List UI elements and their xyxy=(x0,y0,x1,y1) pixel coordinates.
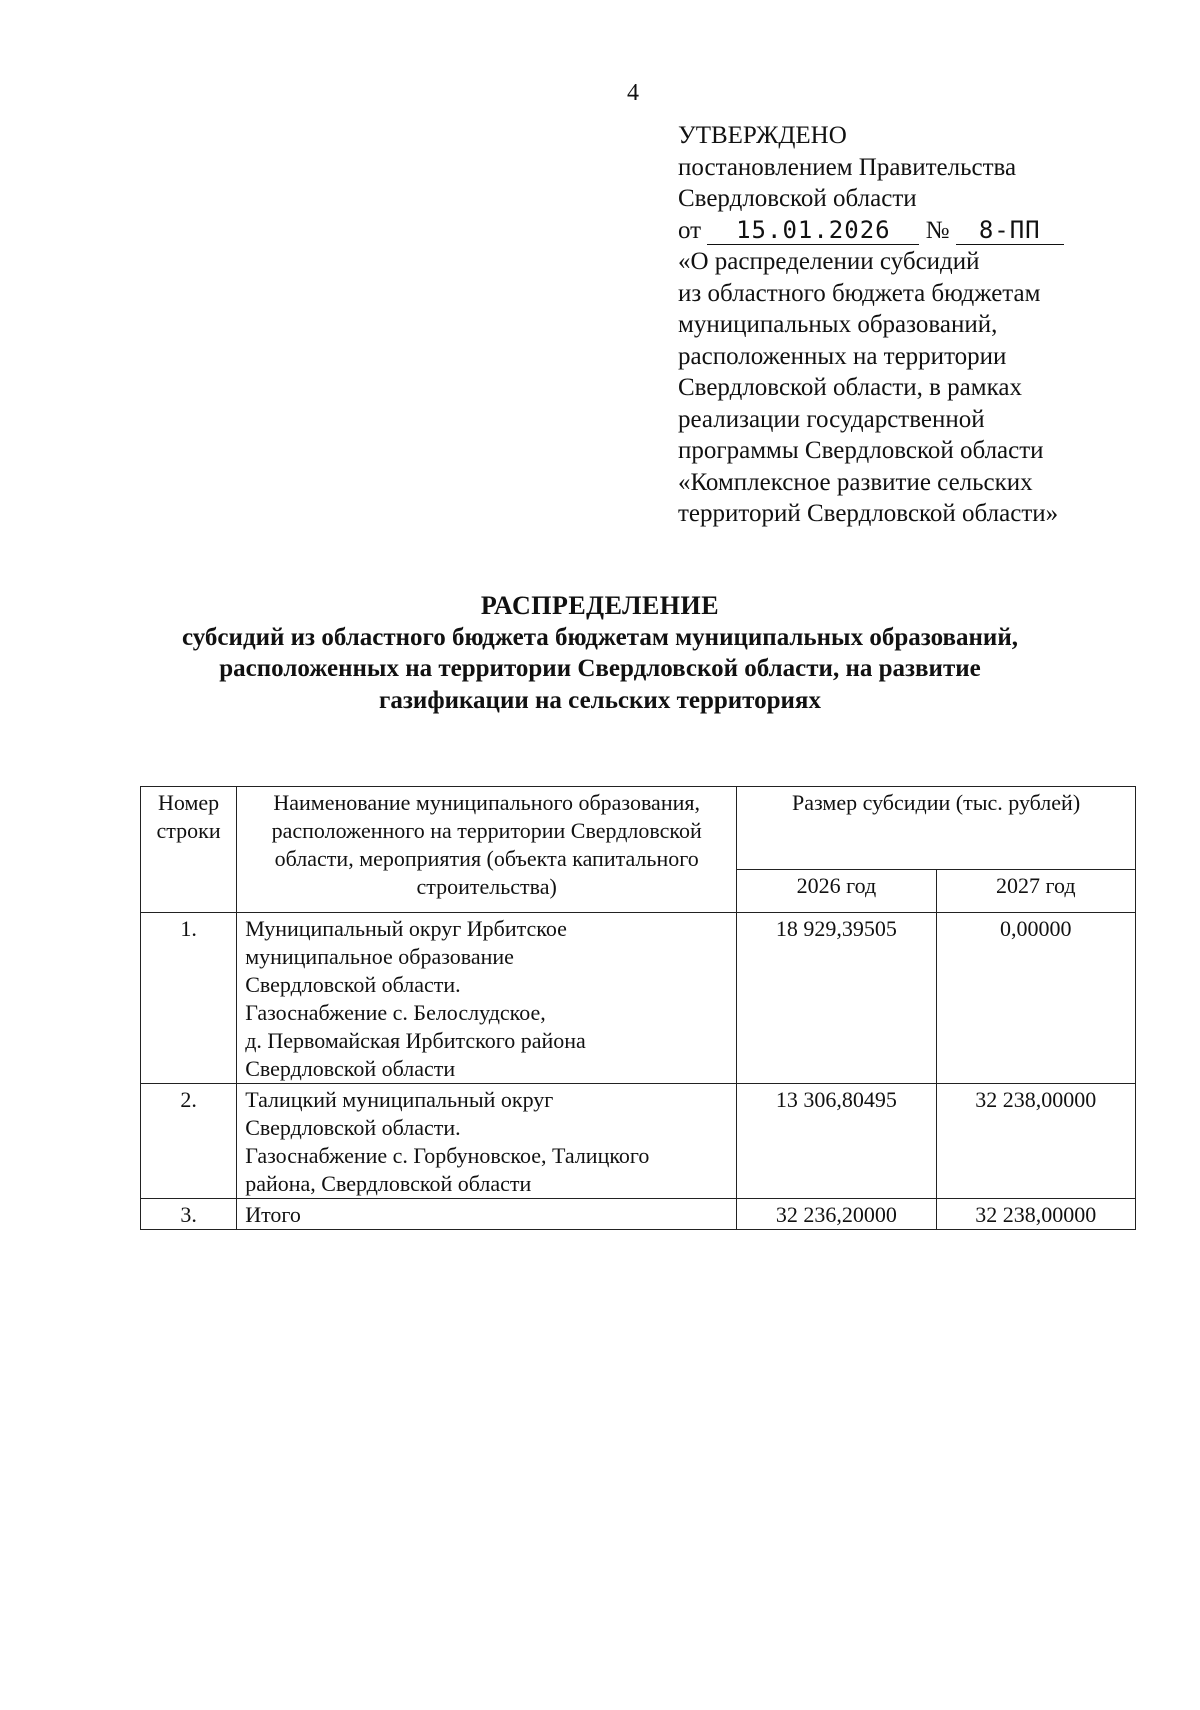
header-year-2027: 2027 год xyxy=(936,870,1135,913)
row-amount-2027: 0,00000 xyxy=(936,913,1135,1084)
resolution-line: расположенных на территории xyxy=(678,342,1007,370)
approval-date-line xyxy=(678,215,1118,247)
date-field xyxy=(707,217,919,245)
number-field xyxy=(956,217,1064,245)
approval-title: УТВЕРЖДЕНО xyxy=(678,122,847,149)
header-row-number: Номер строки xyxy=(141,787,237,913)
table-row xyxy=(141,1084,1136,1199)
number-value: 8-ПП xyxy=(978,215,1041,244)
page-number: 4 xyxy=(627,80,639,106)
header-name: Наименование муниципального образования, расположенного на территории Свердловской области, мероприятия (объекта капитального строительства) xyxy=(237,787,737,913)
row-number: 3. xyxy=(141,1199,237,1230)
row-name: Итого xyxy=(237,1199,737,1230)
header-year-2026: 2026 год xyxy=(737,870,936,913)
table-row-total xyxy=(141,1199,1136,1230)
approval-stamp xyxy=(678,120,1118,530)
resolution-line: «О распределении субсидий xyxy=(678,248,980,275)
row-number: 1. xyxy=(141,913,237,1084)
resolution-line: программы Свердловской области xyxy=(678,437,1044,464)
approval-line-2: Свердловской области xyxy=(678,185,917,212)
row-name: Муниципальный округ Ирбитское муниципальное образование Свердловской области. Газоснабжение с. Белослудское, д. Первомайская Ирбитского района Свердловской области xyxy=(237,913,737,1084)
document-subtitle-line: расположенных на территории Свердловской области, на развитие xyxy=(219,655,981,682)
resolution-line: территорий Свердловской области» xyxy=(678,500,1059,527)
table-row xyxy=(141,913,1136,1084)
resolution-line: «Комплексное развитие сельских xyxy=(678,468,1033,496)
number-sign: № xyxy=(925,216,950,244)
resolution-line: из областного бюджета бюджетам xyxy=(678,279,1041,307)
row-number: 2. xyxy=(141,1084,237,1199)
resolution-line: реализации государственной xyxy=(678,405,985,433)
resolution-line: Свердловской области, в рамках xyxy=(678,374,1022,401)
date-value: 15.01.2026 xyxy=(736,215,891,244)
row-amount-2026: 32 236,20000 xyxy=(737,1199,936,1230)
row-amount-2026: 13 306,80495 xyxy=(737,1084,936,1199)
row-amount-2026: 18 929,39505 xyxy=(737,913,936,1084)
date-prefix: от xyxy=(678,216,702,244)
document-subtitle-line: субсидий из областного бюджета бюджетам муниципальных образований, xyxy=(182,623,1018,651)
resolution-line: муниципальных образований, xyxy=(678,311,998,338)
document-title: РАСПРЕДЕЛЕНИЕ xyxy=(480,591,720,620)
row-amount-2027: 32 238,00000 xyxy=(936,1084,1135,1199)
row-name: Талицкий муниципальный округ Свердловской области. Газоснабжение с. Горбуновское, Талицкого района, Свердловской области xyxy=(237,1084,737,1199)
subsidy-table xyxy=(140,786,1136,1230)
row-amount-2027: 32 238,00000 xyxy=(936,1199,1135,1230)
approval-line-1: постановлением Правительства xyxy=(678,153,1017,181)
document-heading xyxy=(0,590,1200,716)
document-subtitle-line: газификации на сельских территориях xyxy=(379,686,821,714)
table-header-row xyxy=(141,787,1136,870)
header-subsidy-size: Размер субсидии (тыс. рублей) xyxy=(737,787,1136,870)
